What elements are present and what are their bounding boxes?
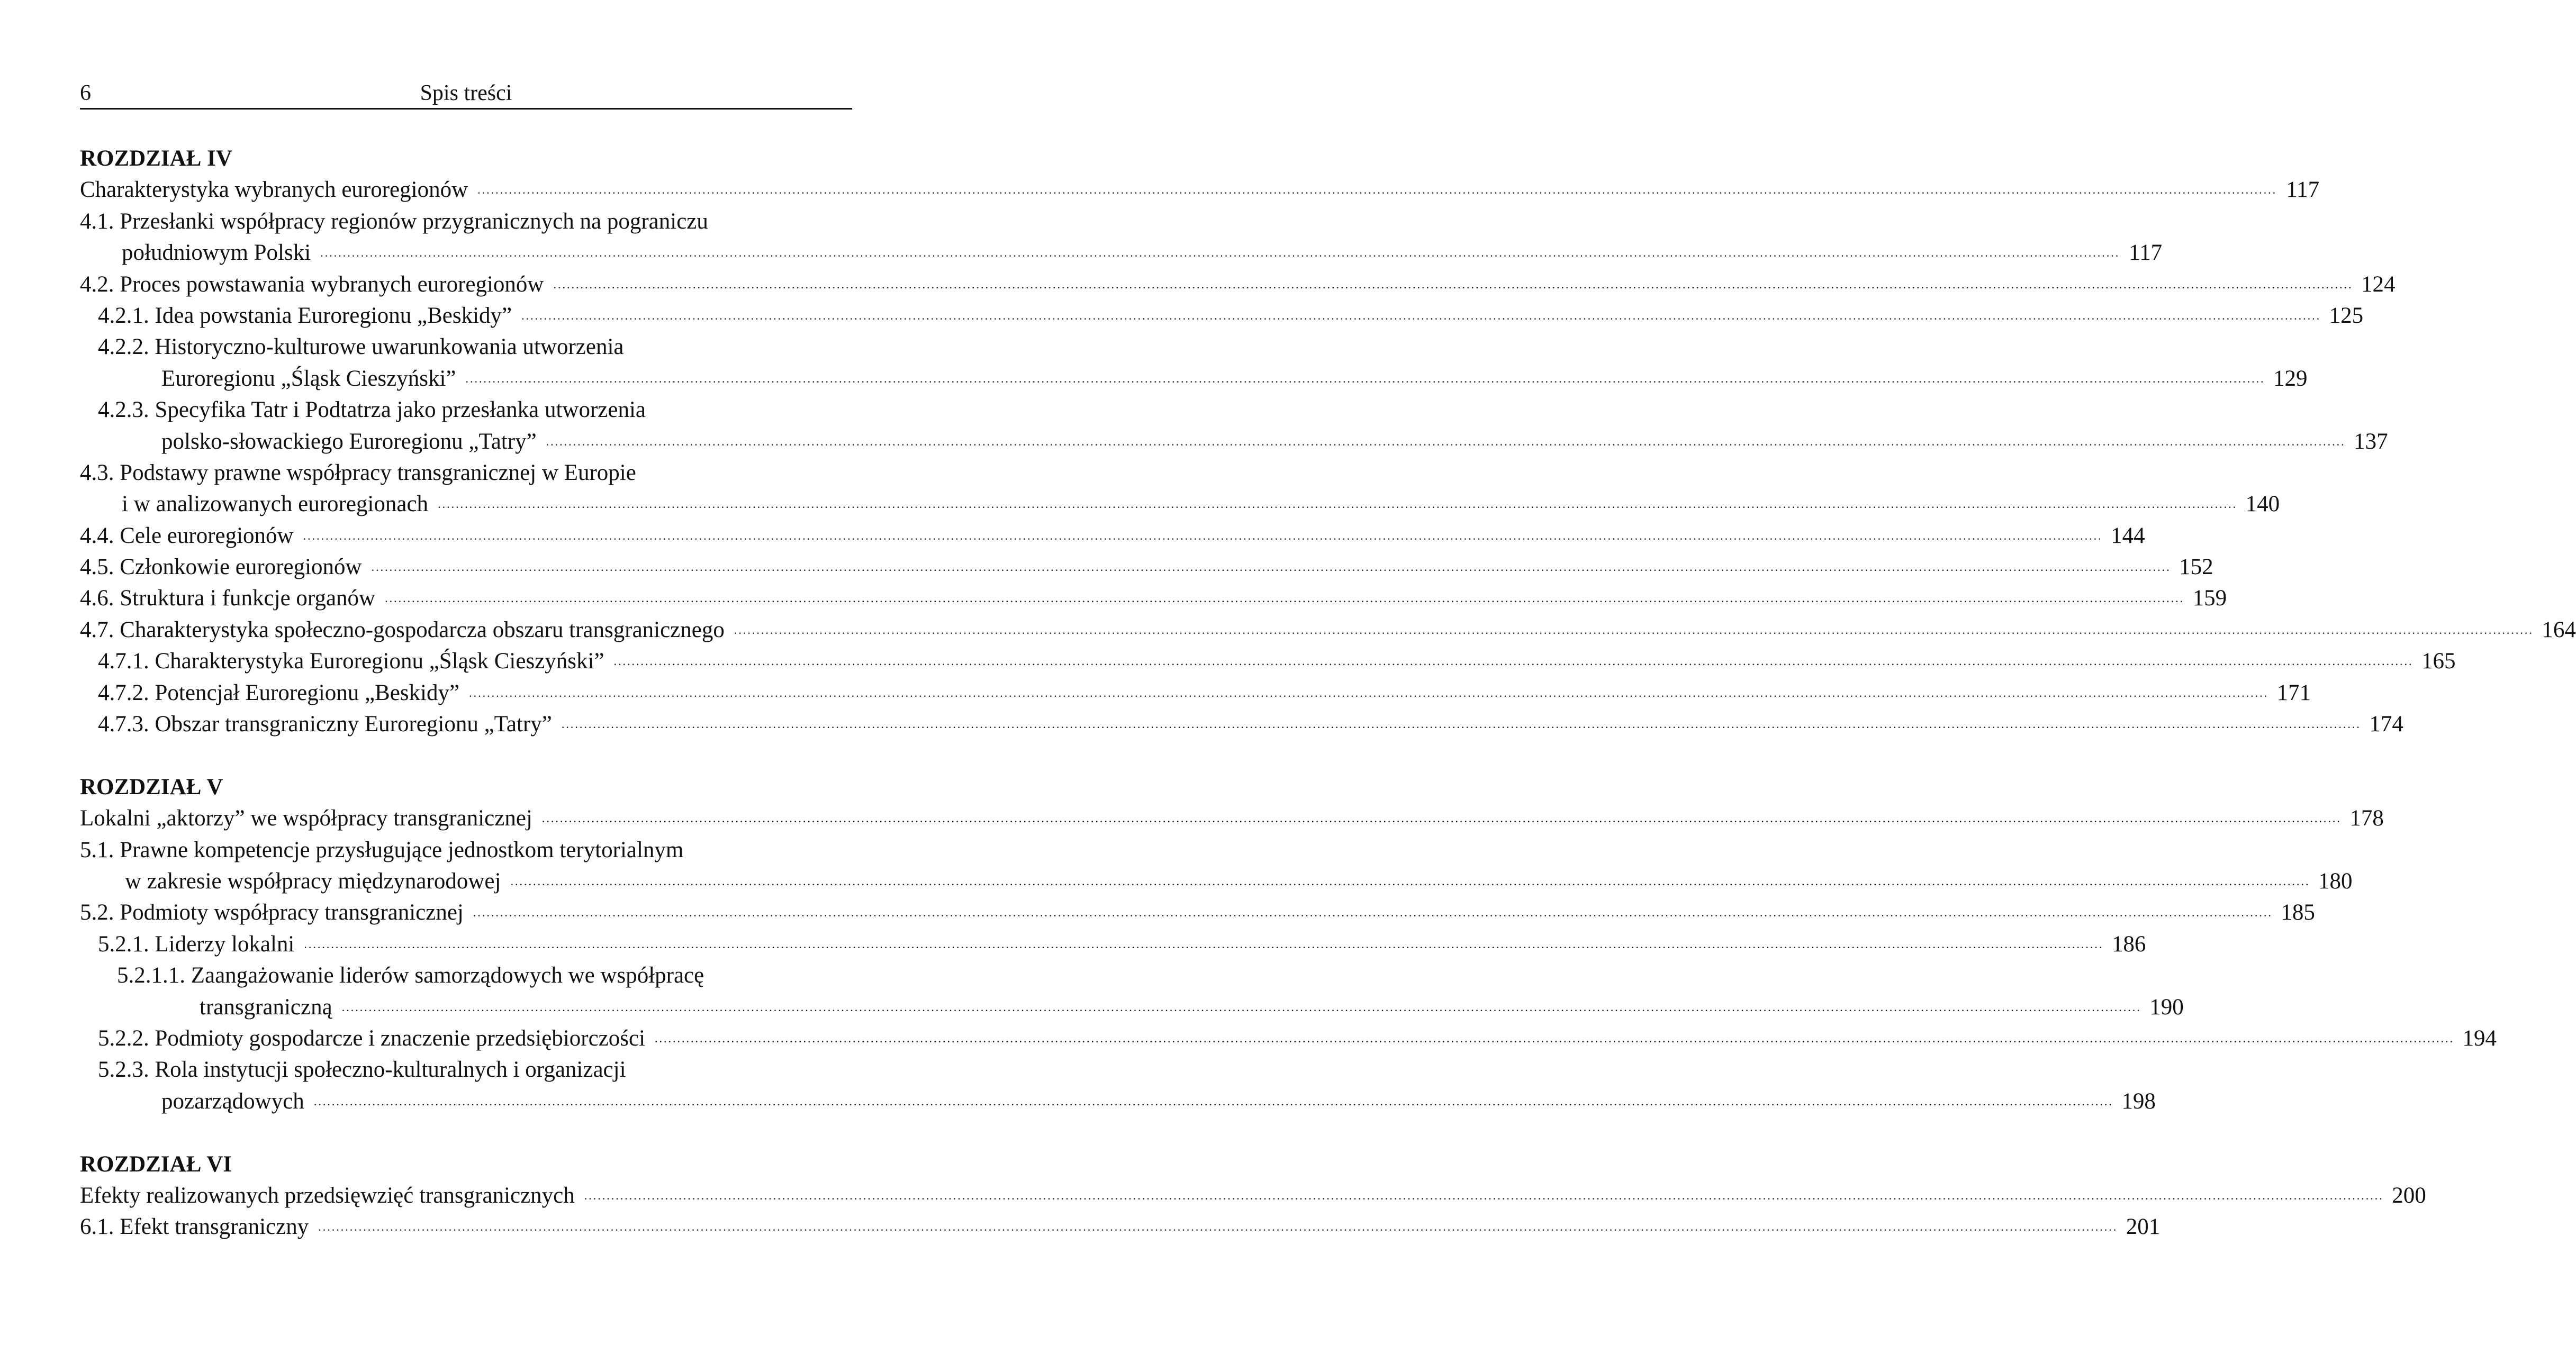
entry-title: Efekty realizowanych przedsięwzięć transgranicznych bbox=[80, 1183, 575, 1208]
dot-leader: ................................................................................................................................................................................................................................................................................................................................................................................................................ bbox=[473, 906, 2273, 920]
entry-title: południowym Polski bbox=[122, 240, 311, 266]
dot-leader: ................................................................................................................................................................................................................................................................................................................................................................................................................ bbox=[303, 529, 2103, 542]
toc-entry[interactable] bbox=[80, 457, 852, 488]
dot-leader: ................................................................................................................................................................................................................................................................................................................................................................................................................ bbox=[477, 183, 2277, 197]
entry-title: 6.1. Efekt transgraniczny bbox=[80, 1214, 309, 1240]
entry-page-number: 144 bbox=[2111, 523, 2145, 548]
toc-entry[interactable] bbox=[80, 206, 852, 237]
toc-entry[interactable] bbox=[80, 803, 2384, 834]
chapter-gap bbox=[80, 1117, 852, 1148]
toc-entry-continuation[interactable] bbox=[80, 237, 2163, 268]
dot-leader: ................................................................................................................................................................................................................................................................................................................................................................................................................ bbox=[584, 1188, 2384, 1202]
dot-leader: ................................................................................................................................................................................................................................................................................................................................................................................................................ bbox=[438, 497, 2238, 511]
dot-leader: ................................................................................................................................................................................................................................................................................................................................................................................................................ bbox=[553, 277, 2353, 291]
entry-page-number: 140 bbox=[2245, 492, 2280, 517]
dot-leader: ................................................................................................................................................................................................................................................................................................................................................................................................................ bbox=[385, 592, 2185, 605]
entry-title: transgraniczną bbox=[200, 994, 332, 1020]
toc-entry[interactable] bbox=[80, 1180, 2426, 1211]
entry-title: 4.3. Podstawy prawne współpracy transgranicznej w Europie bbox=[80, 460, 636, 485]
toc-entry-continuation[interactable] bbox=[80, 488, 2280, 520]
toc-entry[interactable] bbox=[80, 174, 2320, 205]
entry-title: 4.5. Członkowie euroregionów bbox=[80, 555, 362, 580]
entry-title: 5.2. Podmioty współpracy transgranicznej bbox=[80, 900, 464, 925]
dot-leader: ................................................................................................................................................................................................................................................................................................................................................................................................................ bbox=[318, 1220, 2118, 1234]
chapter-heading: ROZDZIAŁ V bbox=[80, 774, 223, 799]
entry-title: Lokalni „aktorzy” we współpracy transgranicznej bbox=[80, 806, 532, 831]
dot-leader: ................................................................................................................................................................................................................................................................................................................................................................................................................ bbox=[521, 308, 2321, 322]
entry-title: 4.4. Cele euroregionów bbox=[80, 523, 294, 548]
toc-entry-continuation[interactable] bbox=[80, 866, 2353, 897]
toc-entry[interactable] bbox=[80, 834, 852, 866]
entry-title: polsko-słowackiego Euroregionu „Tatry” bbox=[161, 429, 537, 454]
entry-page-number: 117 bbox=[2129, 240, 2163, 266]
toc-entry[interactable] bbox=[80, 1211, 2161, 1242]
entry-page-number: 129 bbox=[2273, 366, 2308, 391]
toc-entry[interactable] bbox=[80, 929, 2146, 960]
dot-leader: ................................................................................................................................................................................................................................................................................................................................................................................................................ bbox=[341, 1000, 2141, 1014]
dot-leader: ................................................................................................................................................................................................................................................................................................................................................................................................................ bbox=[541, 812, 2342, 825]
toc-entry[interactable] bbox=[80, 551, 2213, 583]
entry-page-number: 190 bbox=[2149, 994, 2184, 1020]
entry-page-number: 124 bbox=[2361, 271, 2396, 297]
toc-entry[interactable] bbox=[80, 300, 2364, 331]
entry-page-number: 164 bbox=[2542, 617, 2576, 642]
entry-page-number: 198 bbox=[2121, 1088, 2156, 1114]
entry-page-number: 194 bbox=[2462, 1025, 2497, 1051]
dot-leader: ................................................................................................................................................................................................................................................................................................................................................................................................................ bbox=[546, 434, 2346, 448]
entry-page-number: 171 bbox=[2276, 680, 2311, 705]
toc-entry-continuation[interactable] bbox=[80, 1086, 2156, 1117]
entry-page-number: 186 bbox=[2111, 931, 2146, 957]
running-header bbox=[80, 79, 852, 106]
dot-leader: ................................................................................................................................................................................................................................................................................................................................................................................................................ bbox=[313, 1094, 2113, 1108]
entry-title: Charakterystyka wybranych euroregionów bbox=[80, 177, 468, 203]
chapter-heading: ROZDZIAŁ IV bbox=[80, 146, 232, 171]
toc-entry-continuation[interactable] bbox=[80, 426, 2388, 457]
entry-page-number: 117 bbox=[2286, 177, 2320, 203]
entry-title: 5.2.3. Rola instytucji społeczno-kulturalnych i organizacji bbox=[98, 1057, 626, 1083]
toc-entry[interactable] bbox=[80, 960, 852, 991]
entry-page-number: 165 bbox=[2421, 649, 2456, 674]
entry-title: 4.2.1. Idea powstania Euroregionu „Beskidy” bbox=[98, 303, 512, 328]
entry-title: 4.2. Proces powstawania wybranych euroregionów bbox=[80, 271, 544, 297]
entry-title: 4.1. Przesłanki współpracy regionów przygranicznych na pograniczu bbox=[80, 208, 708, 234]
entry-title: 5.2.1.1. Zaangażowanie liderów samorządowych we współpracę bbox=[117, 963, 704, 988]
dot-leader: ................................................................................................................................................................................................................................................................................................................................................................................................................ bbox=[320, 246, 2120, 260]
toc-entry[interactable] bbox=[80, 1023, 2497, 1054]
entry-title: 5.2.2. Podmioty gospodarcze i znaczenie przedsiębiorczości bbox=[98, 1025, 646, 1051]
toc-entry[interactable] bbox=[80, 1054, 852, 1085]
dot-leader: ................................................................................................................................................................................................................................................................................................................................................................................................................ bbox=[734, 623, 2534, 637]
entry-page-number: 178 bbox=[2349, 806, 2384, 831]
toc-entry[interactable] bbox=[80, 520, 2145, 551]
dot-leader: ................................................................................................................................................................................................................................................................................................................................................................................................................ bbox=[465, 371, 2265, 385]
entry-title: 4.6. Struktura i funkcje organów bbox=[80, 586, 376, 611]
entry-page-number: 185 bbox=[2281, 900, 2315, 925]
header-rule bbox=[80, 108, 852, 110]
toc-entry-continuation[interactable] bbox=[80, 363, 2308, 394]
entry-title: 4.2.2. Historyczno-kulturowe uwarunkowania utworzenia bbox=[98, 334, 624, 360]
dot-leader: ................................................................................................................................................................................................................................................................................................................................................................................................................ bbox=[371, 560, 2171, 574]
toc-entry[interactable] bbox=[80, 269, 2396, 300]
entry-page-number: 180 bbox=[2318, 868, 2353, 894]
toc-entry[interactable] bbox=[80, 583, 2227, 614]
toc-entry[interactable] bbox=[80, 394, 852, 425]
dot-leader: ................................................................................................................................................................................................................................................................................................................................................................................................................ bbox=[304, 937, 2104, 951]
running-title: Spis treści bbox=[420, 81, 512, 105]
entry-title: 4.7.2. Potencjał Euroregionu „Beskidy” bbox=[98, 680, 460, 705]
entry-page-number: 174 bbox=[2369, 712, 2403, 737]
entry-page-number: 137 bbox=[2354, 429, 2388, 454]
toc-entry-continuation[interactable] bbox=[80, 992, 2184, 1023]
entry-page-number: 159 bbox=[2192, 586, 2227, 611]
entry-title: 4.2.3. Specyfika Tatr i Podtatrza jako przesłanka utworzenia bbox=[98, 397, 646, 423]
table-of-contents bbox=[80, 143, 2576, 1243]
toc-entry[interactable] bbox=[80, 646, 2456, 677]
dot-leader: ................................................................................................................................................................................................................................................................................................................................................................................................................ bbox=[510, 874, 2310, 888]
toc-entry[interactable] bbox=[80, 897, 2315, 928]
entry-title: i w analizowanych euroregionach bbox=[122, 492, 429, 517]
entry-title: w zakresie współpracy międzynarodowej bbox=[125, 868, 501, 894]
toc-entry[interactable] bbox=[80, 708, 2403, 740]
dot-leader: ................................................................................................................................................................................................................................................................................................................................................................................................................ bbox=[469, 686, 2269, 699]
entry-title: 5.1. Prawne kompetencje przysługujące jednostkom terytorialnym bbox=[80, 837, 684, 862]
entry-page-number: 125 bbox=[2329, 303, 2364, 328]
chapter-heading: ROZDZIAŁ VI bbox=[80, 1151, 232, 1177]
dot-leader: ................................................................................................................................................................................................................................................................................................................................................................................................................ bbox=[655, 1031, 2455, 1045]
entry-page-number: 152 bbox=[2179, 555, 2213, 580]
toc-entry[interactable] bbox=[80, 614, 2576, 646]
entry-page-number: 201 bbox=[2126, 1214, 2161, 1240]
entry-title: 4.7.3. Obszar transgraniczny Euroregionu „Tatry” bbox=[98, 712, 552, 737]
dot-leader: ................................................................................................................................................................................................................................................................................................................................................................................................................ bbox=[561, 717, 2361, 731]
toc-entry[interactable] bbox=[80, 677, 2311, 708]
dot-leader: ................................................................................................................................................................................................................................................................................................................................................................................................................ bbox=[613, 655, 2414, 668]
entry-page-number: 200 bbox=[2392, 1183, 2426, 1208]
page-number: 6 bbox=[80, 81, 91, 105]
toc-entry[interactable] bbox=[80, 331, 852, 362]
entry-title: 4.7.1. Charakterystyka Euroregionu „Śląsk Cieszyński” bbox=[98, 649, 604, 674]
entry-title: pozarządowych bbox=[161, 1088, 304, 1114]
entry-title: Euroregionu „Śląsk Cieszyński” bbox=[161, 366, 456, 391]
entry-title: 4.7. Charakterystyka społeczno-gospodarcza obszaru transgranicznego bbox=[80, 617, 725, 642]
entry-title: 5.2.1. Liderzy lokalni bbox=[98, 931, 295, 957]
chapter-gap bbox=[80, 740, 852, 771]
